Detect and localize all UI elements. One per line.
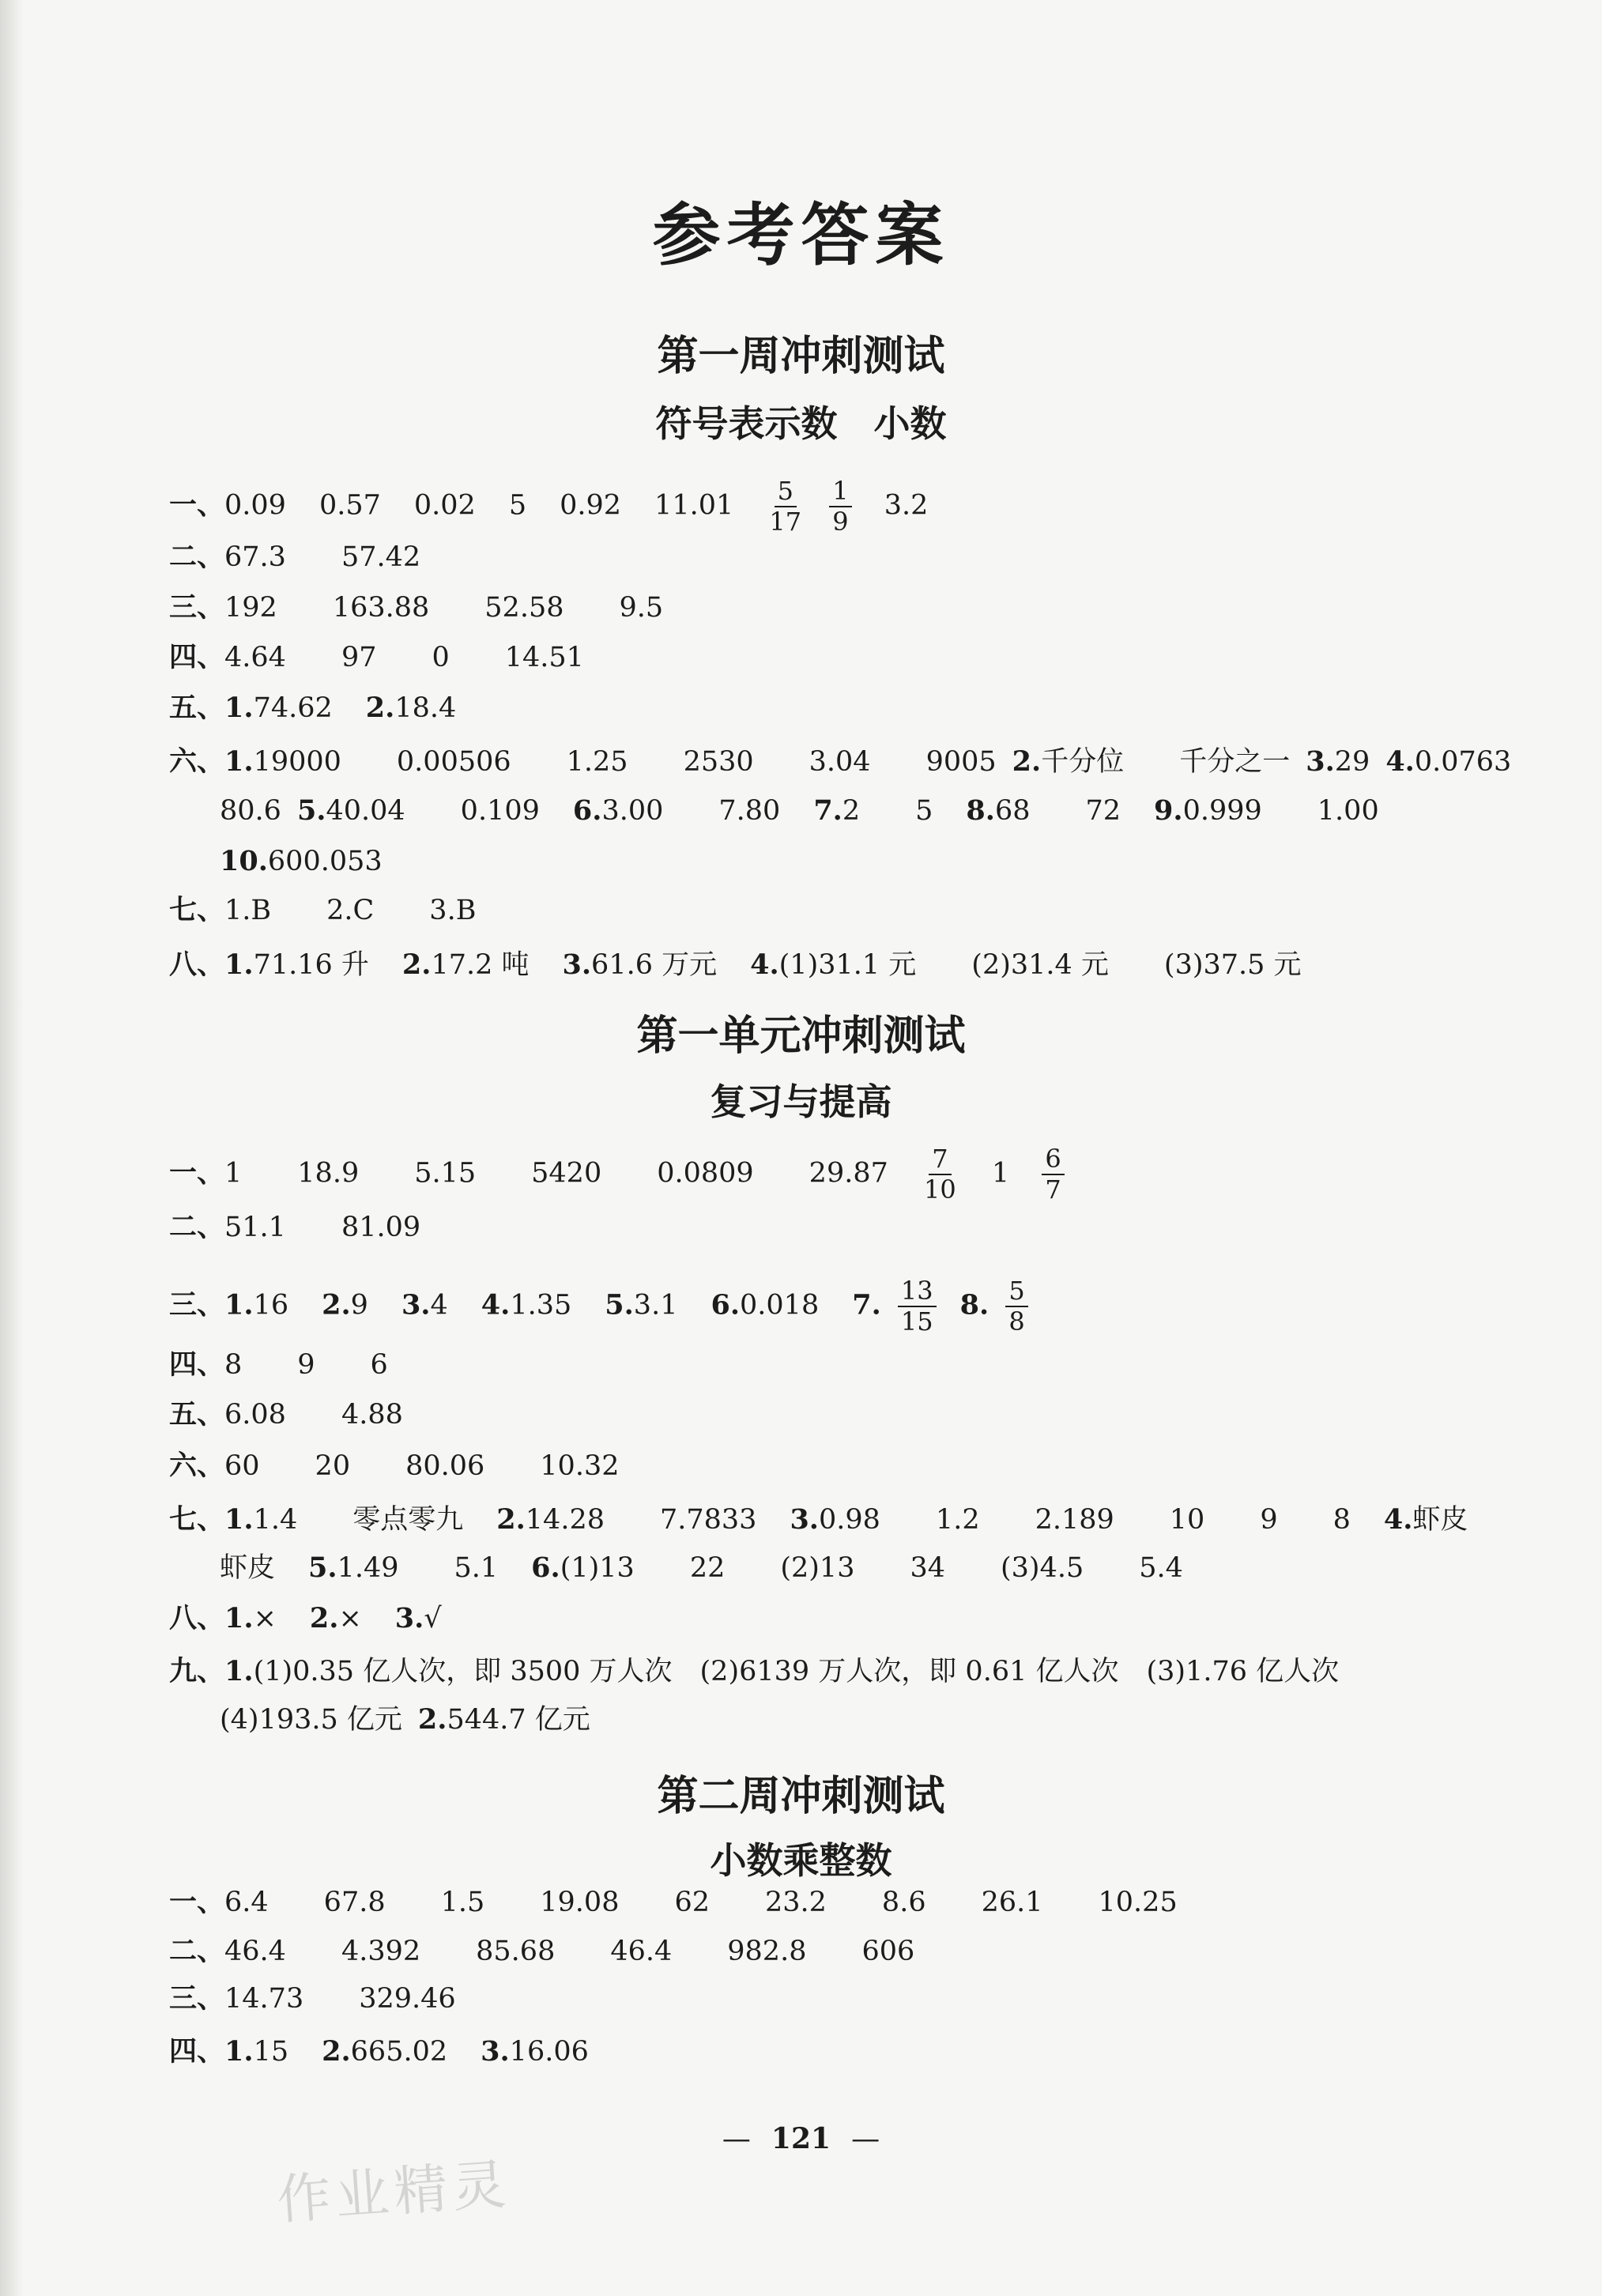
answer-line: (4)193.5 亿元 2.544.7 亿元 [220, 1703, 590, 1736]
answer-line: 四、4.64 97 0 14.51 [169, 642, 584, 673]
answer-line: 三、14.73 329.46 [169, 1983, 456, 2015]
answer-line: 七、1.1.4 零点零九 2.14.28 7.7833 3.0.98 1.2 2.189 10 9 8 4.虾皮 [169, 1503, 1468, 1536]
answer-line: 九、1.(1)0.35 亿人次，即 3500 万人次 (2)6139 万人次，即 0.61 亿人次 (3)1.76 亿人次 [169, 1655, 1340, 1687]
answer-line: 三、1.16 2.9 3.4 4.1.35 5.3.1 6.0.018 7. $\frac{13}{15}$ 8. $\frac{5}{8}$ [169, 1276, 1036, 1337]
answer-line: 10.600.053 [220, 845, 383, 877]
page-title: 参考答案 [652, 196, 950, 275]
answer-line: 80.6 5.40.04 0.109 6.3.00 7.80 7.2 5 8.68 72 9.0.999 1.00 [220, 794, 1379, 827]
answer-line: 五、6.08 4.88 [169, 1399, 403, 1431]
watermark: 作业精灵 [275, 2153, 513, 2233]
fraction: $\frac{1}{9}$ [829, 477, 851, 537]
fraction: $\frac{6}{7}$ [1042, 1144, 1064, 1205]
answer-line: 一、6.4 67.8 1.5 19.08 62 23.2 8.6 26.1 10.25 [169, 1887, 1178, 1918]
answer-line: 四、8 9 6 [169, 1349, 388, 1381]
answer-line: 一、0.09 0.57 0.02 5 0.92 11.01 $\frac{5}{17}$ $\frac{1}{9}$ 3.2 [169, 476, 929, 537]
section-title-week2: 第二周冲刺测试 [657, 1773, 945, 1820]
answer-line: 二、67.3 57.42 [169, 541, 421, 573]
section-subtitle-unit1: 复习与提高 [710, 1080, 892, 1123]
fraction: $\frac{5}{8}$ [1005, 1276, 1027, 1337]
fraction: $\frac{7}{10}$ [924, 1144, 956, 1205]
page-number: — 121 — [722, 2122, 880, 2155]
fraction: $\frac{13}{15}$ [898, 1276, 937, 1337]
section-title-week1: 第一周冲刺测试 [657, 333, 945, 380]
answer-line: 六、1.19000 0.00506 1.25 2530 3.04 9005 2.千分位 千分之一 3.29 4.0.0763 [169, 745, 1512, 778]
answer-line: 八、1.× 2.× 3.√ [169, 1602, 442, 1634]
section-title-unit1: 第一单元冲刺测试 [636, 1012, 966, 1060]
answer-line: 八、1.71.16 升 2.17.2 吨 3.61.6 万元 4.(1)31.1 元 (2)31.4 元 (3)37.5 元 [169, 948, 1302, 981]
answer-line: 二、46.4 4.392 85.68 46.4 982.8 606 [169, 1936, 915, 1967]
section-subtitle-week2: 小数乘整数 [710, 1839, 892, 1882]
answer-line: 一、1 18.9 5.15 5420 0.0809 29.87 $\frac{7}{10}$ 1 $\frac{6}{7}$ [169, 1144, 1072, 1205]
answer-line: 六、60 20 80.06 10.32 [169, 1450, 620, 1482]
answer-line: 七、1.B 2.C 3.B [169, 895, 477, 926]
answer-line: 二、51.1 81.09 [169, 1212, 421, 1243]
answer-line: 虾皮 5.1.49 5.1 6.(1)13 22 (2)13 34 (3)4.5 5.4 [220, 1551, 1183, 1584]
section-subtitle-week1: 符号表示数 小数 [655, 402, 947, 445]
answer-line: 三、192 163.88 52.58 9.5 [169, 592, 664, 624]
answer-line: 四、1.15 2.665.02 3.16.06 [169, 2035, 589, 2068]
answer-line: 五、1.74.62 2.18.4 [169, 692, 457, 724]
fraction: $\frac{5}{17}$ [769, 476, 802, 537]
